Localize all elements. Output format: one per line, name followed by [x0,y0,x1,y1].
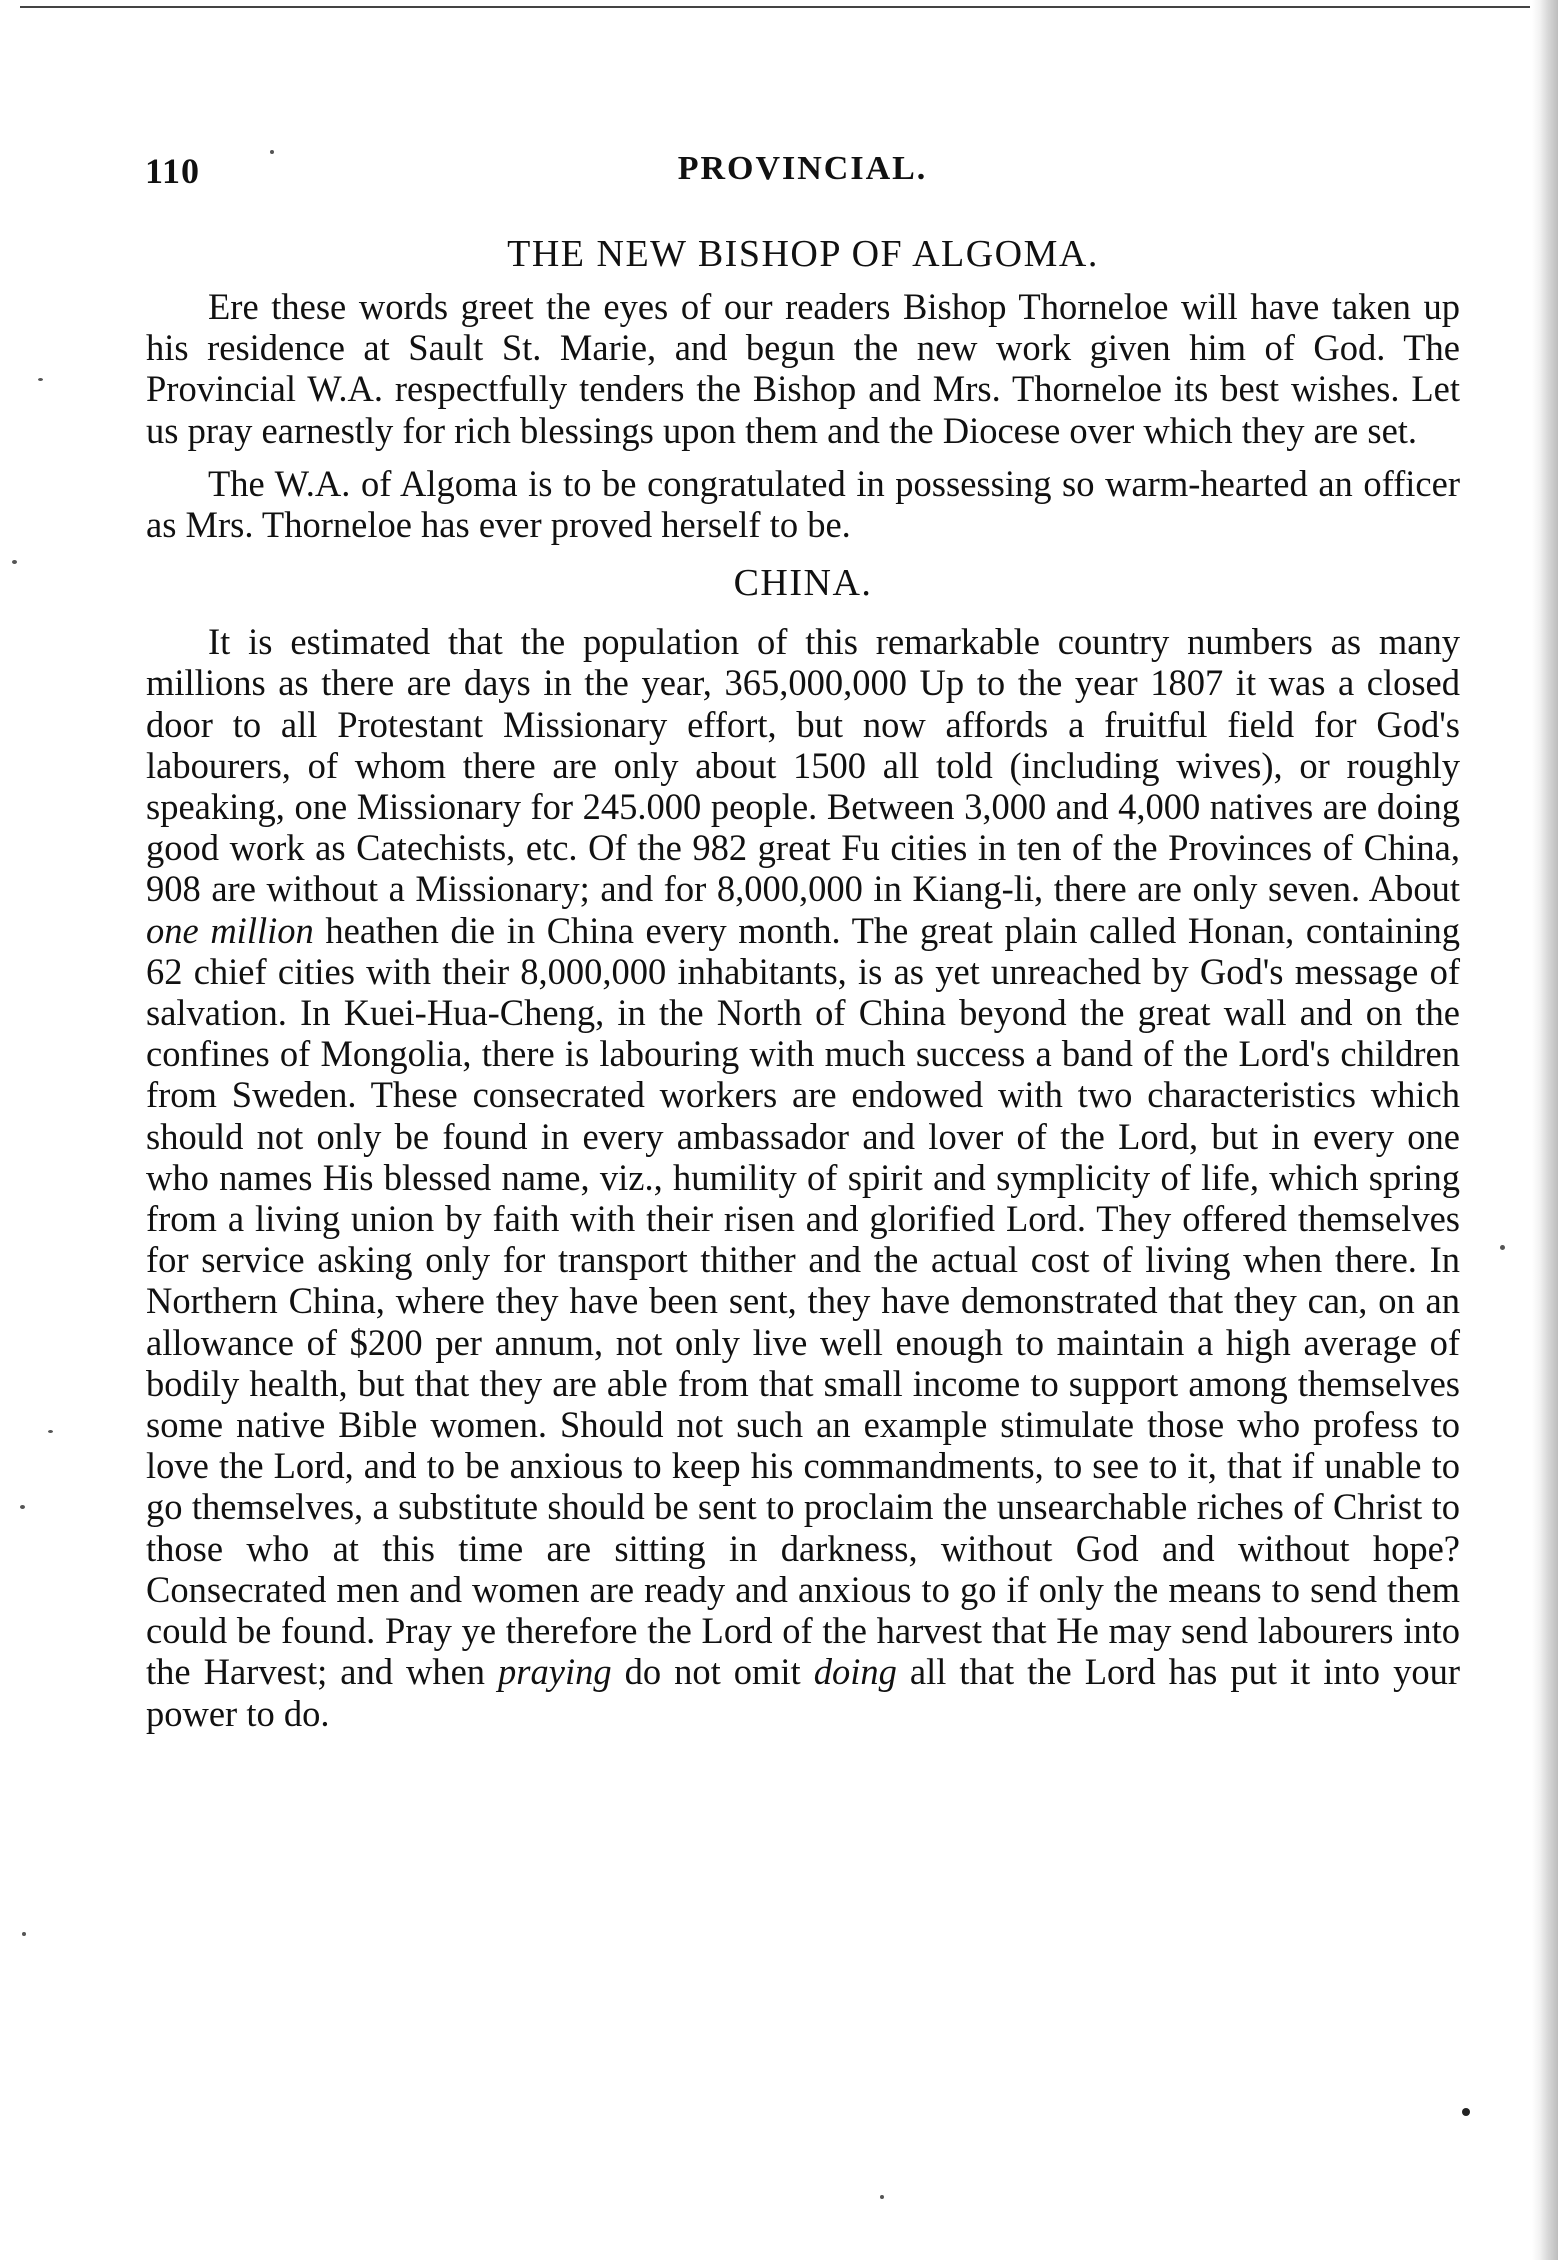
page-body [146,230,1460,1734]
paragraph-algoma-1: Ere these words greet the eyes of our readers Bishop Thorneloe will have taken up his residence at Sault St. Marie, and begun the new work given him of God. The Provincial W.A. respectfully tenders the Bishop and Mrs. Thorneloe its best wishes. Let us pray earnestly for rich blessings upon them and the Diocese over which they are set. [146,286,1460,451]
page-header [145,150,1460,210]
running-head: PROVINCIAL. [677,150,928,187]
scan-speck [1500,1245,1505,1250]
scan-speck [270,150,274,154]
paragraph-algoma-2: The W.A. of Algoma is to be congratulated in possessing so warm-hearted an officer as Mrs. Thorneloe has ever proved herself to be. [146,462,1460,546]
section-title-china: CHINA. [733,562,873,605]
scan-speck [12,560,17,564]
scan-speck [38,378,43,381]
page-edge-shadow [1532,0,1558,2260]
paragraph-china [146,621,1460,1733]
scan-speck [20,1505,25,1509]
scan-speck [22,1932,26,1936]
china-text-part-2: heathen die in China every month. The great plain called Honan, containing 62 chief cities with their 8,000,000 inhabitants, is as yet unreached by God's message of salvation. In Kuei-Hua-Cheng, in the North of China beyond the great wall and on the confines of Mongolia, there is labouring with much success a band of the Lord's children from Sweden. These consecrated workers are endowed with two characteristics which should not only be found in every ambassador and lover of the Lord, but in every one who names His blessed name, viz., humility of spirit and symplicity of life, which spring from a living union by faith with their risen and glorified Lord. They offered themselves for service asking only for transport thither and the actual cost of living when there. In Northern China, where they have been sent, they have demonstrated that they can, on an allowance of $200 per annum, not only live well enough to maintain a high average of bodily health, but that they are able from that small income to support among themselves some native Bible women. Should not such an example stimulate those who profess to love the Lord, and to be anxious to keep his commandments, to see to it, that if unable to go themselves, a substitute should be sent to proclaim the unsearchable riches of Christ to those who at this time are sitting in darkness, without God and without hope? Consecrated men and women are ready and anxious to go if only the means to send them could be found. Pray ye therefore the Lord of the harvest that He may send labourers into the Harvest; and when [146,909,1461,1693]
china-text-part-1: It is estimated that the population of this remarkable country numbers as many millions as there are days in the year, 365,000,000 Up to the year 1807 it was a closed door to all Protestant Missionary effort, but now affords a fruitful field for God's labourers, of whom there are only about 1500 all told (including wives), or roughly speaking, one Missionary for 245.000 people. Between 3,000 and 4,000 natives are doing good work as Catechists, etc. Of the 982 great Fu cities in ten of the Provinces of China, 908 are without a Missionary; and for 8,000,000 in Kiang-li, there are only seven. About [146,621,1460,910]
china-emphasis-praying: praying [498,1651,612,1693]
end-mark [1462,2108,1470,2116]
china-emphasis-one-million: one million [146,909,314,951]
scan-speck [48,1430,53,1433]
china-text-part-3: do not omit [611,1651,814,1693]
top-rule [20,6,1530,8]
china-text-part-4: all that the Lord has put it into your power to do. [146,1651,1460,1734]
page-number: 110 [145,151,201,191]
section-title-algoma: THE NEW BISHOP OF ALGOMA. [507,233,1099,275]
china-emphasis-doing: doing [813,1651,897,1693]
scan-speck [880,2195,884,2199]
